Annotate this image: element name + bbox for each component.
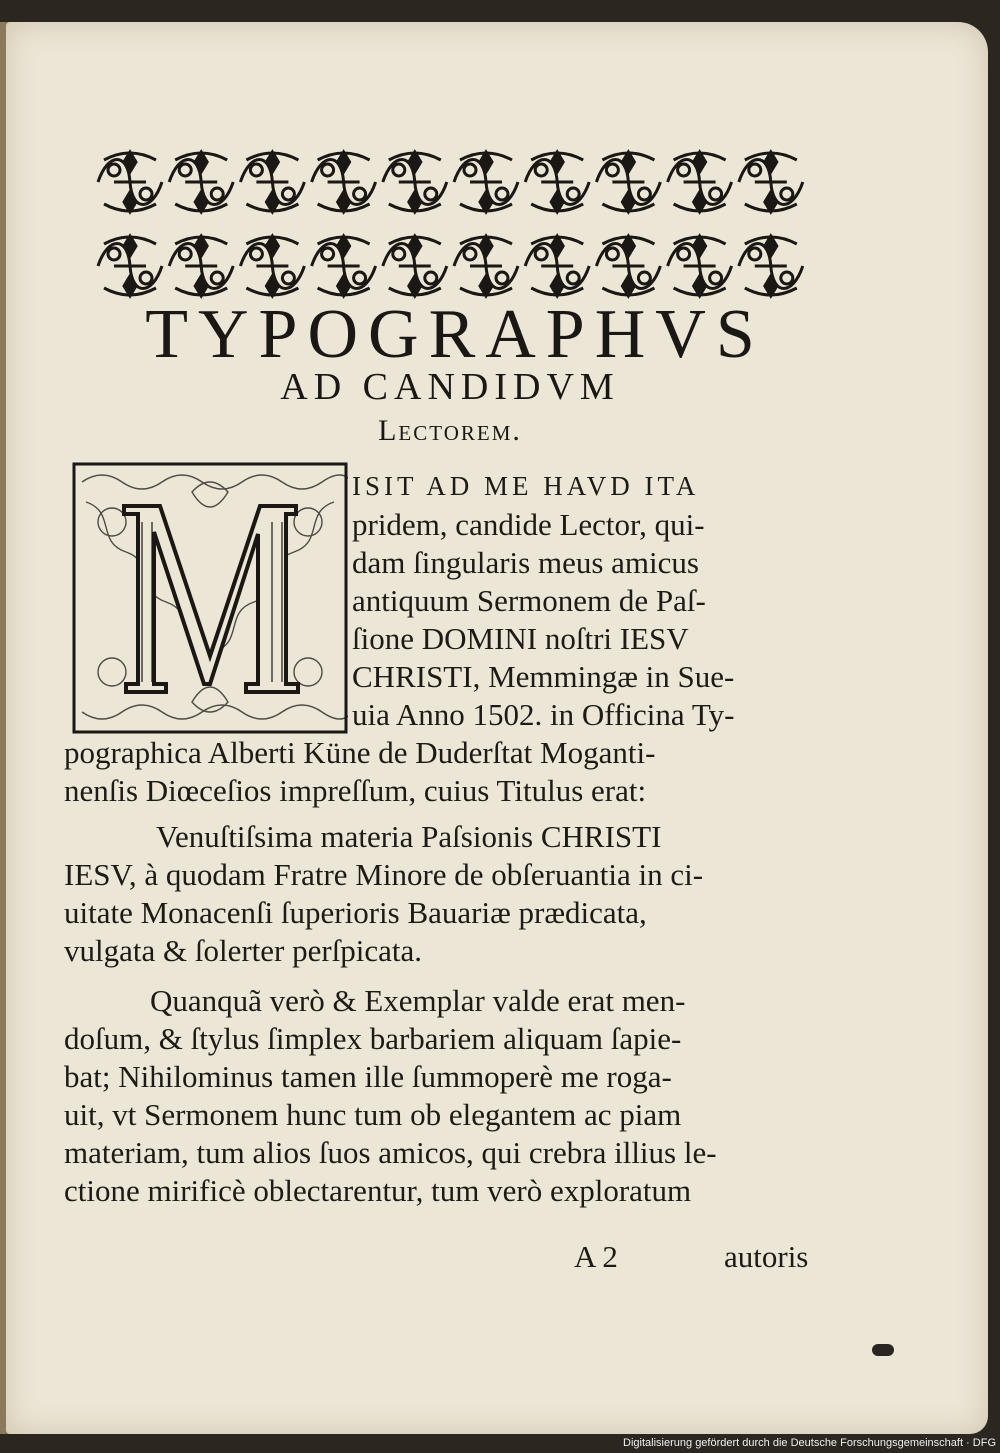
body-line: ctione mirificè oblectarentur, tum verò exploratum bbox=[64, 1173, 692, 1208]
body-line: Venuſtiſsima materia Paſsionis CHRISTI bbox=[156, 819, 662, 854]
ornament-band-bottom bbox=[94, 230, 806, 302]
body-line: IESV, à quodam Fratre Minore de obſeruantia in ci- bbox=[64, 857, 704, 892]
body-line: uitate Monacenſi ſuperioris Bauariæ prædicata, bbox=[64, 895, 647, 930]
ink-blot bbox=[872, 1344, 894, 1356]
catchword: autoris bbox=[724, 1239, 809, 1274]
body-line: doſum, & ſtylus ſimplex barbariem aliquam ſapie- bbox=[64, 1021, 682, 1056]
title-line-3: Lectorem. bbox=[378, 414, 522, 447]
body-line: antiquum Sermonem de Paſ- bbox=[352, 583, 706, 618]
body-line: dam ſingularis meus amicus bbox=[352, 545, 699, 580]
body-line: ISIT AD ME HAVD ITA bbox=[352, 471, 700, 501]
body-line: uia Anno 1502. in Officina Ty- bbox=[352, 697, 735, 732]
body-line: CHRISTI, Memmingæ in Sue- bbox=[352, 659, 735, 694]
title-line-1: TYPOGRAPHVS bbox=[145, 296, 765, 373]
body-line: ſione DOMINI noſtri IESV bbox=[352, 621, 689, 656]
dfg-watermark: Digitalisierung gefördert durch die Deutsche Forschungsgemeinschaft · DFG bbox=[623, 1437, 996, 1449]
body-line: materiam, tum alios ſuos amicos, qui crebra illius le- bbox=[64, 1135, 717, 1170]
body-line: pographica Alberti Küne de Duderſtat Moganti- bbox=[64, 735, 656, 770]
body-line: vulgata & ſolerter perſpicata. bbox=[64, 933, 423, 968]
decorated-initial-m-icon bbox=[72, 462, 348, 734]
body-line: nenſis Diœceſios impreſſum, cuius Titulus erat: bbox=[64, 773, 647, 808]
body-line: pridem, candide Lector, qui- bbox=[352, 507, 705, 542]
body-line: bat; Nihilominus tamen ille ſummoperè me roga- bbox=[64, 1059, 672, 1094]
body-line: uit, vt Sermonem hunc tum ob elegantem ac piam bbox=[64, 1097, 682, 1132]
title-line-2: AD CANDIDVM bbox=[280, 366, 620, 408]
signature-mark: A 2 bbox=[574, 1239, 618, 1274]
ornament-band-top bbox=[94, 146, 806, 218]
body-line: Quanquã verò & Exemplar valde erat men- bbox=[150, 983, 686, 1018]
